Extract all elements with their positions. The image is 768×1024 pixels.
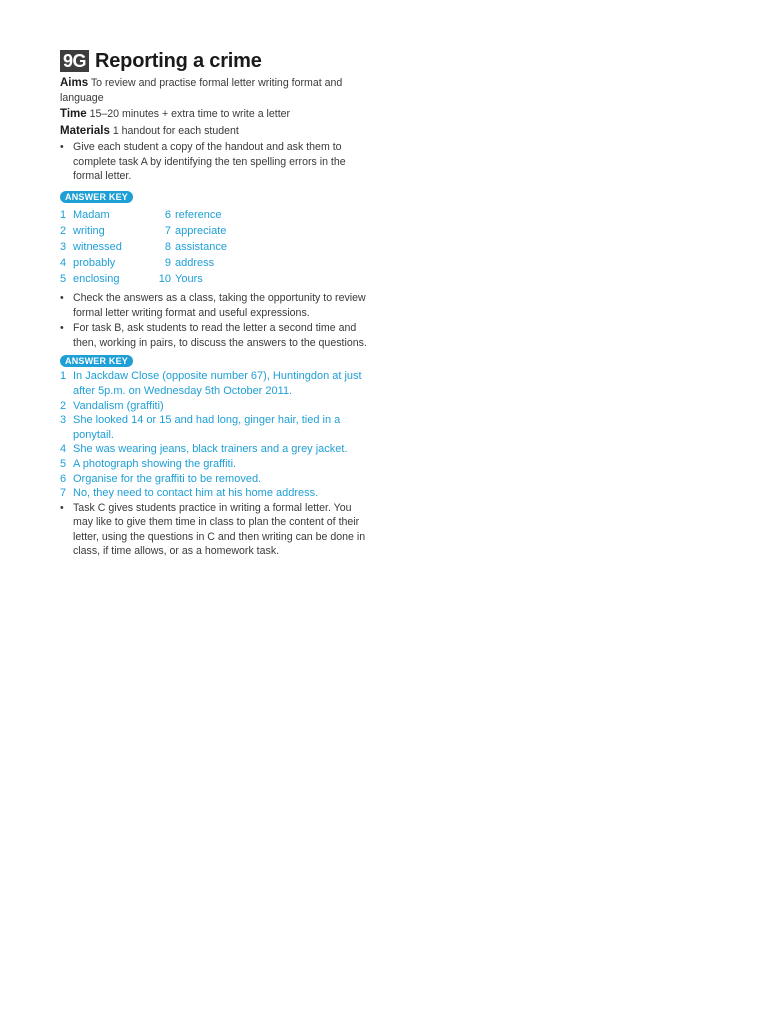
answer-number: 4	[60, 257, 67, 270]
answer-word: Yours	[175, 273, 203, 286]
answer-number: 1	[60, 370, 67, 383]
answer-key-item	[60, 207, 162, 223]
answer-key-item	[60, 457, 372, 472]
answer-text: Vandalism (graffiti)	[73, 399, 164, 412]
answer-number: 6	[60, 472, 67, 485]
materials-text: 1 handout for each student	[112, 124, 239, 137]
answer-number: 10	[158, 273, 171, 286]
time-label: Time	[60, 108, 87, 120]
instruction-bullet: • For task B, ask students to read the letter a second time and then, working in pairs, to discuss the answers to the questions.	[60, 321, 372, 350]
answer-key-item	[60, 223, 162, 239]
answer-key-badge: ANSWER KEY	[60, 355, 133, 367]
answer-key-item	[60, 271, 162, 287]
answer-word: witnessed	[73, 240, 122, 253]
answer-key-item	[162, 239, 264, 255]
answer-text: No, they need to contact him at his home address.	[73, 487, 319, 500]
answer-key-item	[60, 369, 372, 398]
lesson-page	[60, 48, 372, 560]
answer-number: 1	[60, 208, 67, 221]
answer-key-questions	[60, 369, 372, 500]
answer-number: 4	[60, 443, 67, 456]
answer-key-item	[60, 442, 372, 457]
page-title: Reporting a crime	[95, 49, 262, 72]
aims-line	[60, 76, 372, 105]
answer-key-item	[158, 271, 264, 287]
answer-key-item	[60, 486, 372, 501]
materials-line	[60, 124, 372, 139]
answer-word: reference	[175, 208, 222, 221]
answer-number: 9	[164, 257, 171, 270]
lesson-header	[60, 48, 372, 74]
answer-text: She looked 14 or 15 and had long, ginger hair, tied in a ponytail.	[73, 414, 341, 441]
answer-word: writing	[73, 224, 105, 237]
answer-key-spelling	[60, 207, 290, 288]
answer-word: Madam	[73, 208, 110, 221]
answer-word: assistance	[175, 240, 227, 253]
answer-word: enclosing	[73, 273, 120, 286]
answer-text: She was wearing jeans, black trainers and a grey jacket.	[73, 443, 348, 456]
materials-label: Materials	[60, 124, 110, 137]
instruction-bullet: • Task C gives students practice in writing a formal letter. You may like to give them time in class to plan the content of their letter, using the questions in C and then writing can be done in class, if time allows, or as a homework task.	[60, 501, 372, 559]
answer-key-item	[60, 239, 162, 255]
answer-word: address	[175, 257, 215, 270]
answer-number: 7	[60, 487, 67, 500]
instruction-bullet: • Give each student a copy of the handout and ask them to complete task A by identifying the ten spelling errors in the formal letter.	[60, 140, 372, 184]
answer-key-item	[60, 413, 372, 442]
answer-number: 5	[60, 458, 67, 470]
answer-text: In Jackdaw Close (opposite number 67), Huntingdon at just after 5p.m. on Wednesday 5th October 2011.	[73, 370, 362, 398]
aims-label: Aims	[60, 77, 89, 89]
answer-number: 3	[60, 240, 67, 253]
answer-key-item	[162, 207, 264, 223]
answer-word: appreciate	[175, 224, 227, 237]
answer-text: Organise for the graffiti to be removed.	[73, 472, 262, 485]
time-line	[60, 107, 372, 122]
answer-key-column-right	[158, 207, 264, 288]
answer-number: 5	[60, 273, 67, 286]
answer-word: probably	[73, 257, 116, 270]
aims-text: To review and practise formal letter writing format and language	[60, 77, 343, 104]
answer-key-item	[60, 255, 162, 271]
unit-badge: 9G	[60, 50, 89, 72]
answer-number: 2	[60, 399, 67, 412]
answer-key-item	[162, 223, 264, 239]
answer-number: 6	[164, 208, 171, 221]
answer-number: 8	[164, 240, 171, 253]
instruction-bullet: • Check the answers as a class, taking the opportunity to review formal letter writing format and useful expressions.	[60, 291, 372, 320]
answer-key-item	[60, 399, 372, 414]
answer-number: 2	[60, 224, 67, 237]
answer-number: 7	[164, 224, 171, 237]
answer-key-item	[60, 472, 372, 487]
answer-key-badge: ANSWER KEY	[60, 191, 133, 203]
answer-number: 3	[60, 414, 67, 427]
time-text: 15–20 minutes + extra time to write a letter	[89, 108, 291, 120]
answer-key-item	[162, 255, 264, 271]
answer-text: A photograph showing the graffiti.	[73, 458, 237, 470]
answer-key-column-left	[60, 207, 162, 288]
